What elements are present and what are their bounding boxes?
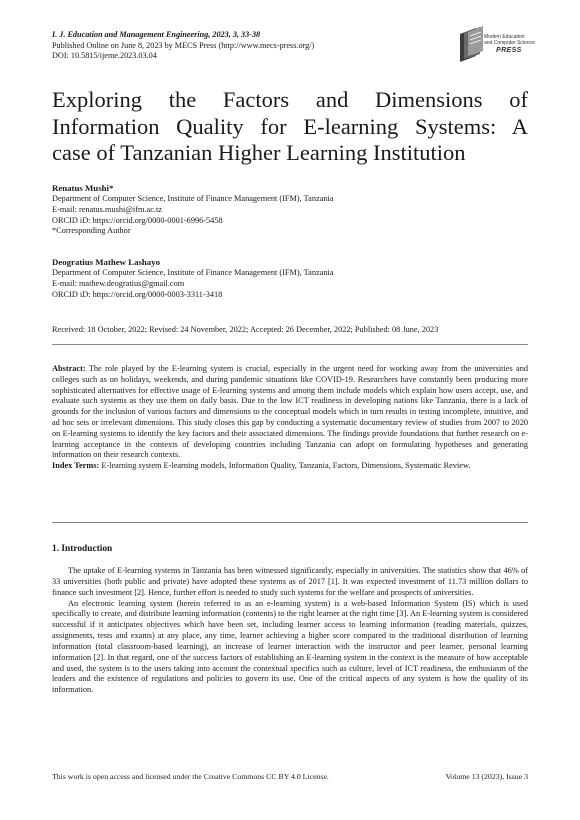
paper-title (52, 87, 528, 167)
author-email: E-mail: renatus.mushi@ifm.ac.tz (52, 204, 162, 214)
paragraph: The uptake of E-learning systems in Tanzania has been witnessed significantly, especially in universities. The statistics show that 46% of 33 universities (both public and private) have adopted these systems as of 2017 [1]. It was expected investment of 11.73 million dollars to finance such investment [2]. Hence, further effort is needed to study such systems for the welfare and prospects of universities. (52, 566, 528, 597)
submission-dates: Received: 18 October, 2022; Revised: 24 November, 2022; Accepted: 26 December, 2022; Published: 08 June, 2023 (52, 325, 439, 334)
abstract (52, 364, 528, 461)
abstract-label: Abstract: (52, 364, 86, 373)
author-orcid: ORCID iD: https://orcid.org/0000-0001-6996-5458 (52, 215, 223, 225)
corresponding-note: *Corresponding Author (52, 226, 131, 236)
abstract-text: The role played by the E-learning system is crucial, especially in the urgent need for working away from the universities and colleges such as on holidays, weekends, and during pandemic situations like COVID-19. Researchers have constantly been producing more sophisticated alternatives for effective usage of E-learning systems and among them include models which explain how users accept, use, and evaluate such systems as they use them on daily basis. Due to the low ICT readiness in developing nations like Tanzania, there is a lack of grounds for the inclusion of various factors and dimensions to the conceptual models which in turn results in testing incomplete, intuitive, and ad hoc sets or irrelevant dimensions. This study closes this gap by conducting a systematic documentary review of studies from 2007 to 2020 on E-learning systems to identify the key factors and their associated dimensions. The findings provide foundations that further research on e-learning acceptance in the contexts of developing countries including Tanzania can adopt on formulating hypotheses and generating information on their research contexts. (52, 364, 528, 460)
author-block-2 (52, 257, 528, 300)
paragraph: An electronic learning system (herein referred to as an e-learning system) is a web-based Information System (IS) which is used specifically to create, and distribute learning information (contents) to the right learner at the right time [3]. An E-learning system is considered successful if it anticipates objectives which have been set, including learner access to learning information (reading materials, quizzes, assignments, tests and exams) at any place, any time, learner achieving a higher score compared to the traditional distribution of learning information (total classroom-based learning), an increase of learner interaction with the instructor and peer learner, personal learning information [2]. In that regard, one of the success factors of establishing an E-learning system in the context is the measure of how acceptable and used, the system is to the users taking into account the contextual specifics such as culture, level of ICT readiness, the enthusiasm of the leaders and the existence of regulations and policies to govern its use. One of the critical aspects of any system is how the quality of its information. (52, 598, 528, 695)
book-logo-icon (456, 26, 486, 62)
author-email: E-mail: mathew.deogratius@gmail.com (52, 278, 185, 288)
section-heading: 1. Introduction (52, 544, 113, 554)
index-terms-label: Index Terms: (52, 461, 100, 470)
volume-issue: Volume 13 (2023), Issue 3 (445, 772, 528, 781)
divider (52, 344, 528, 345)
logo-text-line1: Modern Education (484, 34, 525, 40)
divider (52, 522, 528, 523)
doi: DOI: 10.5815/ijeme.2023.03.04 (52, 51, 157, 61)
author-name: Renatus Mushi* (52, 183, 114, 193)
title-line-1: Exploring the Factors and Dimensions of (52, 87, 528, 112)
publication-info: Published Online on June 8, 2023 by MECS Press (http://www.mecs-press.org/) (52, 40, 315, 50)
index-terms-text: E-learning system E-learning models, Information Quality, Tanzania, Factors, Dimensions, Systematic Review. (101, 461, 471, 470)
author-name: Deogratius Mathew Lashayo (52, 257, 161, 267)
logo-text-line3: PRESS (496, 47, 522, 54)
journal-citation: I. J. Education and Management Engineering, 2023, 3, 33-38 (52, 30, 261, 39)
author-block-1 (52, 183, 528, 237)
author-affiliation: Department of Computer Science, Institute of Finance Management (IFM), Tanzania (52, 268, 334, 278)
author-affiliation: Department of Computer Science, Institute of Finance Management (IFM), Tanzania (52, 194, 334, 204)
publisher-logo (456, 26, 535, 64)
title-line-2: Information Quality for E-learning Systems: A (52, 113, 528, 139)
section-body (52, 566, 528, 696)
logo-text-line2: and Computer Science (484, 39, 535, 46)
author-orcid: ORCID iD: https://orcid.org/0000-0003-3311-3418 (52, 289, 223, 299)
journal-header (52, 30, 452, 62)
title-line-3: case of Tanzanian Higher Learning Institution (52, 140, 466, 165)
license-note: This work is open access and licensed under the Creative Commons CC BY 4.0 License. (52, 772, 329, 781)
index-terms (52, 461, 528, 472)
